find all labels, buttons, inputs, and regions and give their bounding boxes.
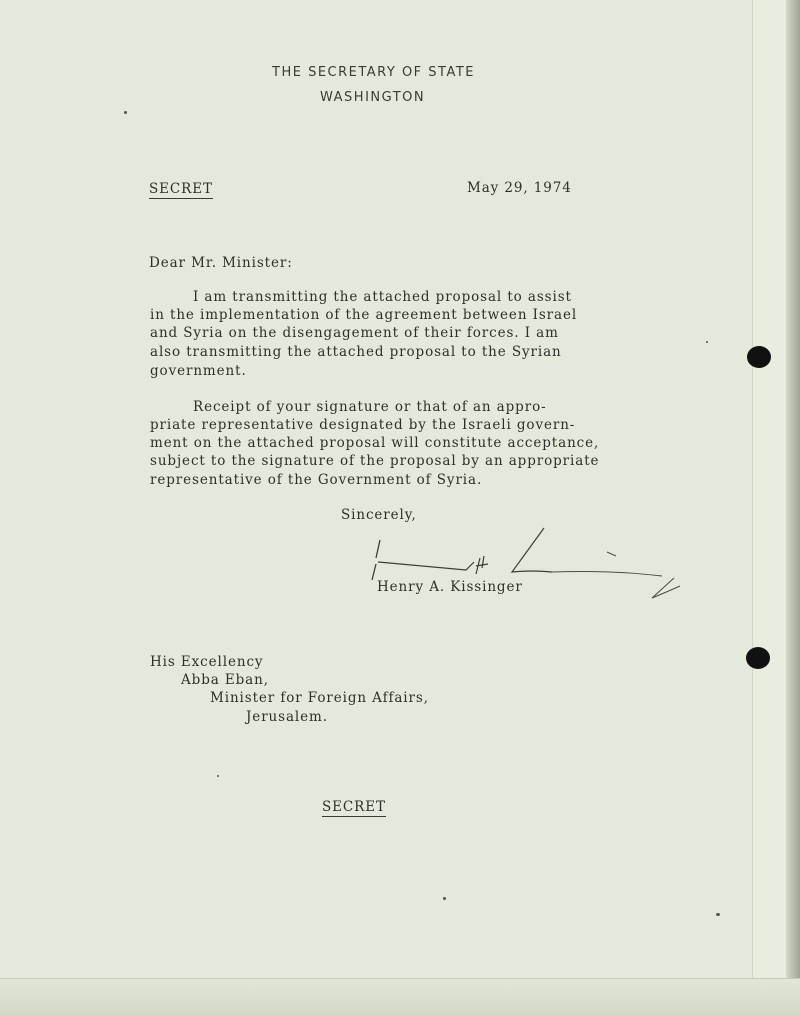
paragraph-line: in the implementation of the agreement between Israel <box>150 307 578 323</box>
addressee-line: Abba Eban, <box>181 672 269 688</box>
salutation: Dear Mr. Minister: <box>149 255 293 271</box>
paragraph-line: also transmitting the attached proposal to the Syrian <box>150 344 562 360</box>
punch-hole <box>746 647 770 669</box>
addressee-line: His Excellency <box>150 654 264 670</box>
classification-bottom: SECRET <box>322 799 386 815</box>
handwritten-signature <box>362 522 682 612</box>
letterhead-title: THE SECRETARY OF STATE <box>272 65 476 80</box>
paragraph-line: government. <box>150 363 247 379</box>
punch-hole <box>747 346 771 368</box>
paragraph-line: ment on the attached proposal will constitute acceptance, <box>150 435 600 451</box>
letter-date: May 29, 1974 <box>467 180 572 196</box>
scan-speck <box>217 775 219 777</box>
signatory-name: Henry A. Kissinger <box>377 579 523 595</box>
scan-bottom-strip <box>0 978 800 1015</box>
paragraph-line: and Syria on the disengagement of their forces. I am <box>150 325 559 341</box>
addressee-line: Minister for Foreign Affairs, <box>210 690 429 706</box>
paragraph-line: representative of the Government of Syria. <box>150 472 483 488</box>
scan-speck <box>706 341 708 343</box>
scan-speck <box>716 913 720 916</box>
scan-speck <box>443 897 446 900</box>
letterhead-city: WASHINGTON <box>320 90 426 105</box>
scan-shadow <box>786 0 800 1014</box>
closing: Sincerely, <box>341 507 417 523</box>
paragraph-line: subject to the signature of the proposal by an appropriate <box>150 453 600 469</box>
paragraph-line: Receipt of your signature or that of an appro- <box>193 399 547 415</box>
paragraph-line: priate representative designated by the Israeli govern- <box>150 417 576 433</box>
addressee-line: Jerusalem. <box>246 709 328 725</box>
classification-top: SECRET <box>149 181 213 197</box>
paragraph-line: I am transmitting the attached proposal to assist <box>193 289 572 305</box>
scan-speck <box>124 111 127 114</box>
